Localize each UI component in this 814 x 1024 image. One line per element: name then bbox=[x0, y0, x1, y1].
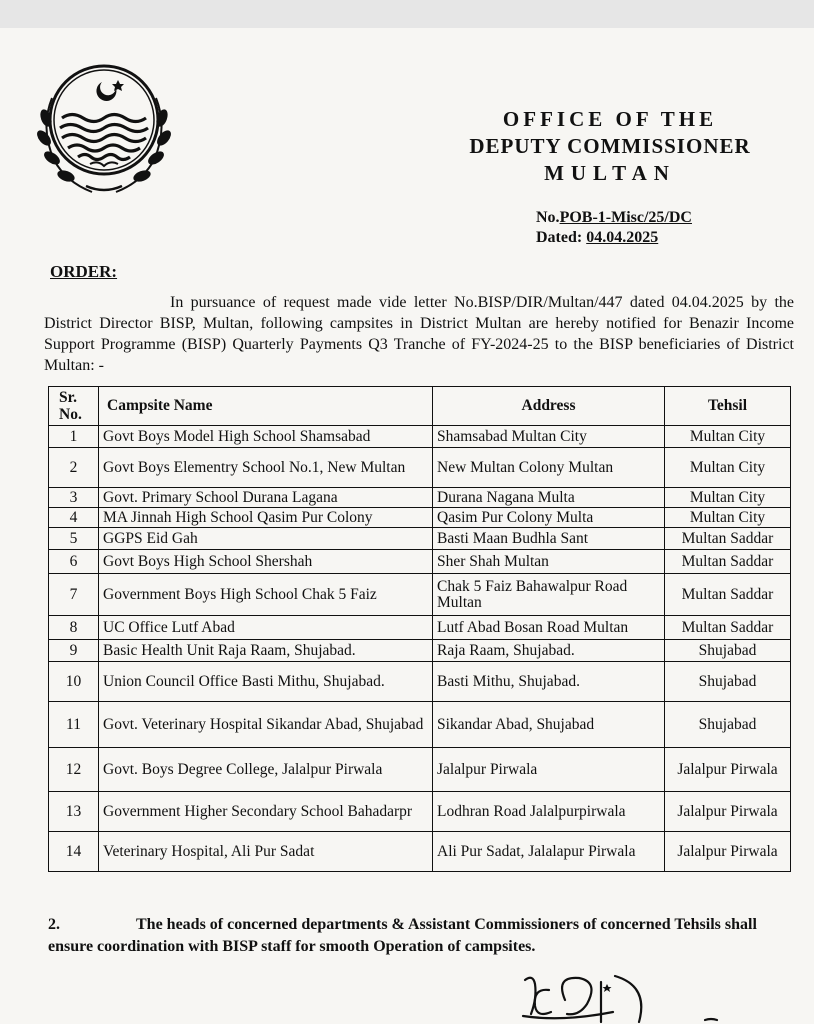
point-2-number: 2. bbox=[48, 916, 60, 933]
office-line-2: DEPUTY COMMISSIONER bbox=[469, 134, 751, 158]
date-value: 04.04.2025 bbox=[586, 229, 659, 246]
header-tehsil: Tehsil bbox=[665, 387, 791, 426]
intro-paragraph bbox=[44, 292, 794, 376]
point-2-text: The heads of concerned departments & Assistant Commissioners of concerned Tehsils shall ensure coordination with BISP staff for smooth Operation of campsites. bbox=[48, 916, 757, 955]
table-row bbox=[49, 792, 791, 832]
cell-campsite-name: Basic Health Unit Raja Raam, Shujabad. bbox=[99, 640, 433, 662]
cell-address: Basti Maan Budhla Sant bbox=[433, 528, 665, 550]
office-line-1: OFFICE OF THE bbox=[502, 107, 718, 131]
cell-tehsil: Multan Saddar bbox=[665, 616, 791, 640]
cell-sr: 14 bbox=[49, 832, 99, 872]
table-row bbox=[49, 508, 791, 528]
punjab-emblem-icon bbox=[30, 48, 178, 208]
cell-sr: 4 bbox=[49, 508, 99, 528]
cell-campsite-name: Govt Boys Model High School Shamsabad bbox=[99, 426, 433, 448]
top-bar bbox=[0, 0, 814, 28]
cell-sr: 13 bbox=[49, 792, 99, 832]
cell-address: Raja Raam, Shujabad. bbox=[433, 640, 665, 662]
cell-sr: 6 bbox=[49, 550, 99, 574]
cell-tehsil: Multan Saddar bbox=[665, 574, 791, 616]
cell-tehsil: Jalalpur Pirwala bbox=[665, 748, 791, 792]
cell-address: Lutf Abad Bosan Road Multan bbox=[433, 616, 665, 640]
cell-sr: 11 bbox=[49, 702, 99, 748]
cell-tehsil: Shujabad bbox=[665, 662, 791, 702]
table-row bbox=[49, 832, 791, 872]
campsite-table bbox=[48, 386, 791, 872]
cell-campsite-name: Union Council Office Basti Mithu, Shujabad. bbox=[99, 662, 433, 702]
cell-address: Basti Mithu, Shujabad. bbox=[433, 662, 665, 702]
header-sr: Sr. No. bbox=[49, 387, 99, 426]
cell-campsite-name: Government Boys High School Chak 5 Faiz bbox=[99, 574, 433, 616]
reference-number bbox=[536, 208, 692, 228]
cell-sr: 9 bbox=[49, 640, 99, 662]
cell-campsite-name: GGPS Eid Gah bbox=[99, 528, 433, 550]
cell-address: Sher Shah Multan bbox=[433, 550, 665, 574]
cell-tehsil: Shujabad bbox=[665, 702, 791, 748]
table-row bbox=[49, 488, 791, 508]
cell-campsite-name: Govt. Veterinary Hospital Sikandar Abad, Shujabad bbox=[99, 702, 433, 748]
cell-sr: 12 bbox=[49, 748, 99, 792]
header-campsite-name: Campsite Name bbox=[99, 387, 433, 426]
cell-tehsil: Multan City bbox=[665, 426, 791, 448]
table-row bbox=[49, 574, 791, 616]
reference-value: POB-1-Misc/25/DC bbox=[559, 209, 692, 226]
table-header-row bbox=[49, 387, 791, 426]
cell-address: Jalalpur Pirwala bbox=[433, 748, 665, 792]
cell-address: Lodhran Road Jalalpurpirwala bbox=[433, 792, 665, 832]
cell-sr: 1 bbox=[49, 426, 99, 448]
cell-address: New Multan Colony Multan bbox=[433, 448, 665, 488]
cell-campsite-name: Govt. Boys Degree College, Jalalpur Pirwala bbox=[99, 748, 433, 792]
cell-campsite-name: Government Higher Secondary School Bahadarpr bbox=[99, 792, 433, 832]
cell-sr: 8 bbox=[49, 616, 99, 640]
cell-address: Chak 5 Faiz Bahawalpur Road Multan bbox=[433, 574, 665, 616]
table-row bbox=[49, 426, 791, 448]
cell-campsite-name: MA Jinnah High School Qasim Pur Colony bbox=[99, 508, 433, 528]
date-line bbox=[536, 228, 692, 248]
table-row bbox=[49, 702, 791, 748]
cell-tehsil: Shujabad bbox=[665, 640, 791, 662]
cell-tehsil: Jalalpur Pirwala bbox=[665, 792, 791, 832]
cell-sr: 3 bbox=[49, 488, 99, 508]
cell-sr: 10 bbox=[49, 662, 99, 702]
cell-tehsil: Multan Saddar bbox=[665, 550, 791, 574]
cell-address: Shamsabad Multan City bbox=[433, 426, 665, 448]
cell-campsite-name: Govt. Primary School Durana Lagana bbox=[99, 488, 433, 508]
cell-campsite-name: Govt Boys High School Shershah bbox=[99, 550, 433, 574]
cell-campsite-name: Veterinary Hospital, Ali Pur Sadat bbox=[99, 832, 433, 872]
cell-tehsil: Multan Saddar bbox=[665, 528, 791, 550]
date-prefix: Dated: bbox=[536, 229, 587, 246]
cell-sr: 7 bbox=[49, 574, 99, 616]
cell-tehsil: Jalalpur Pirwala bbox=[665, 832, 791, 872]
signature-icon bbox=[505, 970, 735, 1024]
cell-tehsil: Multan City bbox=[665, 488, 791, 508]
cell-address: Ali Pur Sadat, Jalalapur Pirwala bbox=[433, 832, 665, 872]
cell-campsite-name: Govt Boys Elementry School No.1, New Multan bbox=[99, 448, 433, 488]
cell-sr: 5 bbox=[49, 528, 99, 550]
office-line-3: MULTAN bbox=[544, 161, 676, 185]
reference-prefix: No. bbox=[536, 209, 560, 226]
table-row bbox=[49, 528, 791, 550]
table-row bbox=[49, 662, 791, 702]
table-row bbox=[49, 640, 791, 662]
cell-tehsil: Multan City bbox=[665, 448, 791, 488]
cell-address: Qasim Pur Colony Multa bbox=[433, 508, 665, 528]
table-row bbox=[49, 448, 791, 488]
order-heading: ORDER: bbox=[50, 262, 118, 281]
cell-tehsil: Multan City bbox=[665, 508, 791, 528]
cell-sr: 2 bbox=[49, 448, 99, 488]
office-heading bbox=[430, 106, 790, 187]
cell-address: Sikandar Abad, Shujabad bbox=[433, 702, 665, 748]
point-2-paragraph bbox=[48, 914, 804, 958]
table-row bbox=[49, 748, 791, 792]
cell-address: Durana Nagana Multa bbox=[433, 488, 665, 508]
table-row bbox=[49, 616, 791, 640]
reference-block bbox=[536, 208, 692, 248]
header-address: Address bbox=[433, 387, 665, 426]
cell-campsite-name: UC Office Lutf Abad bbox=[99, 616, 433, 640]
intro-text: In pursuance of request made vide letter No.BISP/DIR/Multan/447 dated 04.04.2025 by the District Director BISP, Multan, following campsites in District Multan are hereby notified for Benazir Income Support Programme (BISP) Quarterly Payments Q3 Tranche of FY-2024-25 to the BISP beneficiaries of District Multan: - bbox=[44, 294, 794, 374]
table-row bbox=[49, 550, 791, 574]
